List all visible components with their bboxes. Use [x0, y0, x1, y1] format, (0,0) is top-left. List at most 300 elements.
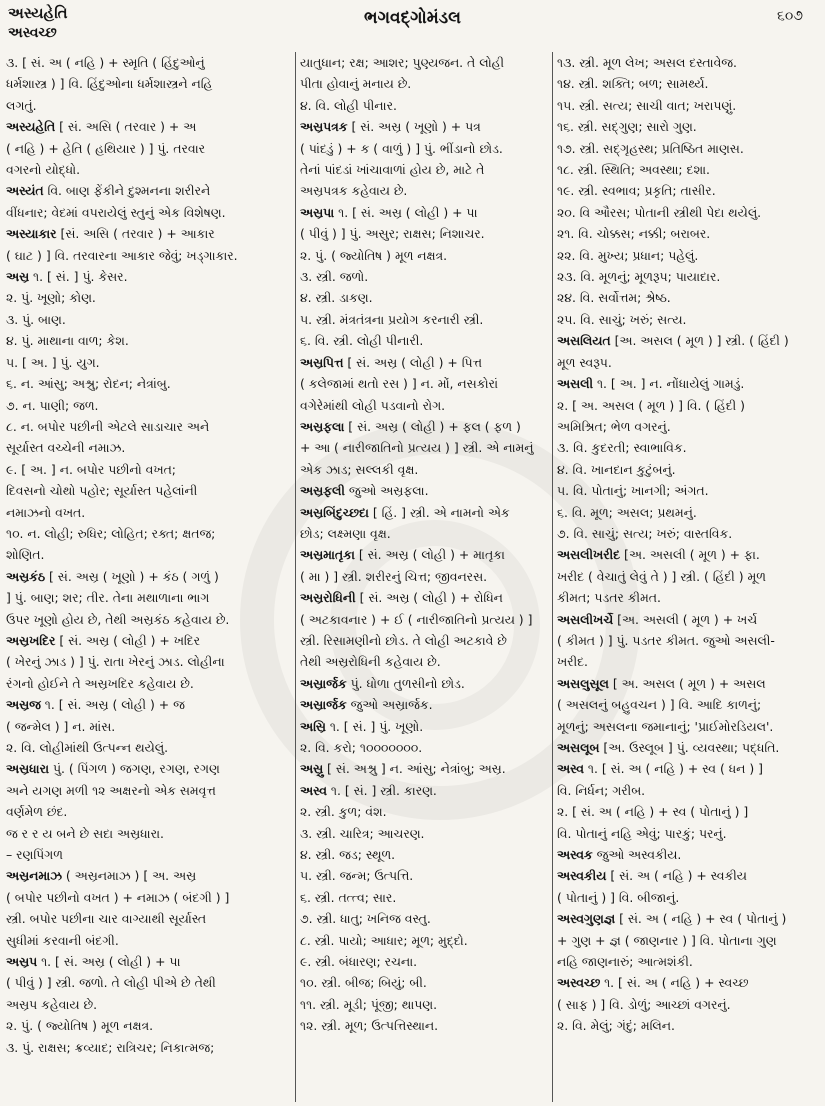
column-divider: [552, 52, 553, 1102]
definition-text: અમિશ્રિત; ભેળ વગરનું.: [557, 418, 671, 434]
entry-text-line: [6, 52, 292, 73]
definition-text: ( બપોર પછીનો વખત ) + નમાઝ ( બંદગી ) ]: [6, 889, 230, 905]
definition-text: ૯. સ્ત્રી. બંધારણ; રચના.: [300, 954, 418, 970]
entry-headword-line: [6, 266, 292, 287]
definition-text: [ હિં. ] સ્ત્રી. એ નામનો એક: [368, 504, 510, 520]
definition-text: ૧૩. સ્ત્રી. મૂળ લેખ; અસલ દસ્તાવેજ.: [557, 55, 737, 70]
definition-text: ૨૦. વિ ઔરસ; પોતાની સ્ત્રીથી પેદા થયેલું.: [557, 204, 762, 220]
guide-word-first: અસ્યહેતિ: [8, 4, 68, 22]
definition-text: ૨. વિ. કરો; ૧૦૦૦૦૦૦૦.: [300, 740, 423, 755]
entry-text-line: [300, 737, 550, 758]
definition-text: ૧૮. સ્ત્રી. સ્થિતિ; અવસ્થા; દશા.: [557, 162, 710, 178]
definition-text: ૮. ન. બપોર પછીની એટલે સાડાચાર અને: [6, 418, 210, 434]
entry-text-line: [6, 716, 292, 737]
entry-text-line: [300, 223, 550, 244]
entry-text-line: [557, 309, 819, 330]
entry-text-line: [300, 1015, 550, 1036]
entry-text-line: [300, 908, 550, 929]
definition-text: [ સં. અસ્ર ( લોહી ) + ફલ ( ફળ ): [344, 418, 521, 434]
headword: અસ્રપત્રક: [300, 119, 348, 135]
definition-text: ૪. વિ. લોહી પીનાર.: [300, 97, 397, 113]
entry-text-line: [6, 908, 292, 929]
definition-text: ૩. સ્ત્રી. જળો.: [300, 269, 369, 285]
definition-text: ૯. [ અ. ] ન. બપોર પછીનો વખત;: [6, 461, 176, 477]
guide-word-last: અસ્વચ્છ: [8, 25, 57, 41]
definition-text: ૧૨. સ્ત્રી. મૂળ; ઉત્પત્તિસ્થાન.: [300, 1018, 439, 1034]
definition-text: જુઓ અસ્વકીય.: [592, 847, 682, 863]
entry-text-line: [300, 523, 550, 544]
definition-text: ૭. ન. પાણી; જળ.: [6, 397, 99, 413]
entry-text-line: [557, 116, 819, 137]
headword: અસ્રફલી: [300, 483, 345, 499]
entry-text-line: [6, 544, 292, 565]
entry-text-line: [557, 437, 819, 458]
entry-text-line: [300, 844, 550, 865]
entry-text-line: [557, 651, 819, 672]
definition-text: અને યગણ મળી ૧૨ અક્ષરનો એક સમવૃત્ત: [6, 782, 216, 798]
entry-text-line: [557, 694, 819, 715]
entry-text-line: [557, 202, 819, 223]
entry-text-line: [557, 459, 819, 480]
column-divider: [295, 52, 296, 1102]
definition-text: ૨. પું. ( જ્યોતિષ ) મૂળ નક્ષત્ર.: [6, 1018, 154, 1034]
entry-text-line: [6, 95, 292, 116]
definition-text: ખરીદ ( વેચાતું લેવું તે ) ] સ્ત્રી. ( હિંદી ) મૂળ: [557, 568, 766, 584]
entry-text-line: [6, 202, 292, 223]
entry-text-line: [6, 309, 292, 330]
entry-text-line: [557, 245, 819, 266]
entry-headword-line: [300, 716, 550, 737]
entry-headword-line: [300, 416, 550, 437]
headword: અસ્રપ: [6, 954, 38, 970]
definition-text: ૬. ન. આંસુ; અશ્રુ; રોદન; નેત્રાંબુ.: [6, 376, 171, 392]
definition-text: ૧૦. સ્ત્રી. બીજ; બિયું; બી.: [300, 975, 427, 991]
entry-text-line: [300, 180, 550, 201]
definition-text: ૩. [ સં. અ ( નહિ ) + સ્મૃતિ ( હિંદુઓનું: [6, 55, 205, 70]
definition-text: ( કીમત ) ] પું. પડતર કીમત. જુઓ અસલી-: [557, 632, 775, 648]
entry-text-line: [6, 1015, 292, 1036]
definition-text: ( પાંદડું ) + ક ( વાળું ) ] પું. ભીંડાનો છોડ.: [300, 140, 503, 156]
definition-text: ૧. [ સં. અ ( નહિ ) + સ્વ ( ધન ) ]: [583, 761, 763, 777]
definition-text: ૨૪. વિ. સર્વોત્તમ; શ્રેષ્ઠ.: [557, 290, 671, 306]
entry-text-line: [300, 73, 550, 94]
definition-text: વિ. નિર્ધન; ગરીબ.: [557, 782, 646, 798]
definition-text: ૨૫. વિ. સાચું; ખરું; સત્ય.: [557, 311, 687, 327]
definition-text: શોણિત.: [6, 547, 45, 563]
definition-text: [ સં. અસ્ર ( લોહી ) + રોધિન: [355, 590, 503, 606]
entry-text-line: [6, 737, 292, 758]
definition-text: લગતું.: [6, 97, 37, 113]
entry-text-line: [557, 223, 819, 244]
definition-text: ( નહિ ) + હેતિ ( હથિયાર ) ] પું. તરવાર: [6, 140, 206, 156]
definition-text: ૨. વિ. લોહીમાંથી ઉત્પન્ન થયેલું.: [6, 740, 169, 755]
definition-text: ૬. વિ. સ્ત્રી. લોહી પીનારી.: [300, 333, 424, 349]
definition-text: + ગુણ + જ્ઞ ( જાણનાર ) ] વિ. પોતાના ગુણ: [557, 932, 777, 948]
definition-text: [અ. અસલ ( મૂળ ) ] સ્ત્રી. ( હિંદી ): [610, 333, 789, 349]
page-header: [0, 0, 825, 48]
definition-text: ૪. વિ. ખાનદાન કુટુંબનું.: [557, 461, 676, 477]
definition-text: વર્ણમેળ છંદ.: [6, 804, 68, 820]
entry-text-line: [300, 395, 550, 416]
entry-text-line: [557, 395, 819, 416]
definition-text: ૩. પું. રાક્ષસ; ક્રવ્યાદ; રાત્રિચર; નિકાત્મજ;: [6, 1039, 215, 1055]
entry-text-line: [557, 159, 819, 180]
entry-text-line: [6, 1037, 292, 1058]
definition-text: સ્ત્રી. રિસામણીનો છોડ. તે લોહી અટકાવે છે: [300, 632, 507, 648]
definition-text: ૩. પું. બાણ.: [6, 311, 66, 327]
entry-text-line: [300, 823, 550, 844]
definition-text: મૂળ સ્વરૂપ.: [557, 354, 612, 370]
definition-text: વગરનો યોદ્ધો.: [6, 162, 81, 178]
headword: અસ્વ: [300, 782, 327, 798]
headword: અસ્રુ: [300, 761, 324, 777]
definition-text: [ સં. અ ( નહિ ) + સ્વકીય: [606, 868, 747, 884]
entry-text-line: [300, 609, 550, 630]
entry-text-line: [300, 930, 550, 951]
column-1: [6, 52, 292, 1102]
entry-text-line: [557, 887, 819, 908]
definition-text: ૧૫. સ્ત્રી. સત્ય; સાચી વાત; ખરાપણું.: [557, 97, 737, 113]
entry-text-line: [6, 352, 292, 373]
entry-headword-line: [300, 587, 550, 608]
entry-text-line: [557, 480, 819, 501]
definition-text: ( જન્મેલ ) ] ન. માંસ.: [6, 718, 116, 734]
definition-text: અસ્રપત્રક કહેવાય છે.: [300, 183, 408, 199]
definition-text: ૧. [ સં. ] સ્ત્રી. કારણ.: [326, 782, 437, 798]
entry-text-line: [300, 52, 550, 73]
entry-text-line: [557, 523, 819, 544]
definition-text: ( અસ્રનમાઝ ) [ અ. અસ્ર: [61, 868, 197, 884]
definition-text: ૨. સ્ત્રી. કુળ; વંશ.: [300, 804, 387, 820]
entry-headword-line: [6, 223, 292, 244]
definition-text: મૂળનું; અસલના જમાનાનું; 'પ્રાઈમોરડિયલ'.: [557, 718, 774, 734]
definition-text: [સં. અસિ ( તરવાર ) + આકાર: [56, 226, 215, 242]
entry-text-line: [300, 951, 550, 972]
definition-text: સૂર્યાસ્ત વચ્ચેની નમાઝ.: [6, 440, 126, 456]
definition-text: ૧૬. સ્ત્રી. સદ્ગુણ; સારો ગુણ.: [557, 119, 697, 135]
definition-text: ૧૭. સ્ત્રી. સદ્ગૃહસ્થ; પ્રતિષ્ઠિત માણસ.: [557, 140, 744, 156]
entry-text-line: [557, 266, 819, 287]
definition-text: ( પીવું ) ] સ્ત્રી. જળો. તે લોહી પીએ છે તેથી: [6, 975, 216, 991]
headword: અસ્રરોધિની: [300, 590, 356, 606]
definition-text: યાતુધાન; રક્ષ; આશર; પુણ્યજન. તે લોહી: [300, 55, 505, 70]
entry-text-line: [300, 138, 550, 159]
headword: અસ્ર: [6, 269, 30, 285]
entry-headword-line: [6, 630, 292, 651]
definition-text: ૨. પું. ( જ્યોતિષ ) મૂળ નક્ષત્ર.: [300, 247, 448, 263]
entry-text-line: [6, 972, 292, 993]
entry-text-line: [6, 437, 292, 458]
entry-text-line: [557, 52, 819, 73]
entry-headword-line: [300, 502, 550, 523]
entry-text-line: [300, 287, 550, 308]
entry-text-line: [557, 1015, 819, 1036]
definition-text: [અ. ઉસ્લૂબ ] પું. વ્યવસ્થા; પદ્ધતિ.: [599, 740, 780, 755]
entry-headword-line: [557, 758, 819, 779]
entry-headword-line: [557, 844, 819, 865]
entry-text-line: [6, 287, 292, 308]
entry-text-line: [300, 801, 550, 822]
definition-text: ( અટકાવનાર ) + ઈ ( નારીજાતિનો પ્રત્યય ) ]: [300, 611, 533, 627]
definition-text: ધર્મશાસ્ત્ર ) ] વિ. હિંદુઓના ધર્મશાસ્ત્રને નહિ: [6, 76, 213, 92]
entry-headword-line: [300, 116, 550, 137]
entry-headword-line: [557, 737, 819, 758]
entry-headword-line: [6, 180, 292, 201]
definition-text: છોડ; લક્ષ્મણા વૃક્ષ.: [300, 525, 391, 541]
entry-headword-line: [557, 908, 819, 929]
headword: અસલૂબ: [557, 740, 600, 755]
entry-text-line: [6, 523, 292, 544]
definition-text: ૬. વિ. મૂળ; અસલ; પ્રથમનું.: [557, 504, 697, 520]
definition-text: ૫. સ્ત્રી. જન્મ; ઉત્પત્તિ.: [300, 868, 414, 884]
definition-text: ૧. [ અ. ] ન. નોંધાયેલું ગામડું.: [593, 376, 745, 392]
definition-text: [ સં. અ ( નહિ ) + સ્વ ( પોતાનું ): [615, 911, 787, 927]
definition-text: ( ઘાટ ) ] વિ. તરવારના આકાર જેવું; ખડ્ગાકાર.: [6, 247, 238, 263]
definition-text: પું. ધોળા તુળસીનો છોડ.: [346, 675, 465, 691]
entry-headword-line: [557, 609, 819, 630]
definition-text: ૭. સ્ત્રી. ધાતુ; ખનિજ વસ્તુ.: [300, 911, 431, 927]
definition-text: ૩. સ્ત્રી. ચારિત્ર; આચરણ.: [300, 825, 425, 841]
headword: અસ્વગુણજ્ઞ: [557, 911, 616, 927]
definition-text: ૧. [ સં. ] પું. ખૂણો.: [325, 718, 424, 734]
entry-text-line: [6, 780, 292, 801]
entry-text-line: [557, 801, 819, 822]
entry-text-line: [6, 480, 292, 501]
definition-text: ઉપર ખૂણો હોય છે, તેથી અસ્રકંઠ કહેવાય છે.: [6, 611, 230, 627]
definition-text: ૨. વિ. મેલું; ગંદું; મલિન.: [557, 1018, 675, 1034]
entry-headword-line: [300, 694, 550, 715]
headword: અસ્રાર્જક: [300, 675, 347, 691]
definition-text: ૪. સ્ત્રી. ડાકણ.: [300, 290, 373, 306]
definition-text: ૨૨. વિ. મુખ્ય; પ્રધાન; પહેલું.: [557, 247, 699, 263]
entry-text-line: [557, 287, 819, 308]
definition-text: ] પું. બાણ; શર; તીર. તેના મથાળાના ભાગ: [6, 590, 210, 606]
entry-headword-line: [6, 694, 292, 715]
entry-text-line: [557, 951, 819, 972]
definition-text: વીંધનાર; વેદમાં વપરાયેલું સ્તુનું એક વિશેષણ.: [6, 204, 226, 220]
definition-text: ૧. [ સં. અસ્ર ( લોહી ) + પા: [37, 954, 181, 970]
entry-headword-line: [557, 330, 819, 351]
definition-text: જુઓ અસ્રાર્જક.: [346, 697, 433, 713]
headword: અસ્રિ: [300, 718, 326, 734]
definition-text: [ સં. અસ્ર ( ખૂણો ) + કંઠ ( ગળું ): [45, 568, 219, 584]
definition-text: ૫. સ્ત્રી. મંત્રતંત્રના પ્રયોગ કરનારી સ્ત્રી.: [300, 311, 484, 327]
definition-text: ૪. સ્ત્રી. જડ; સ્થૂળ.: [300, 847, 396, 863]
entry-headword-line: [300, 780, 550, 801]
headword: અસ્વકીય: [557, 868, 607, 884]
definition-text: સુધીમાં કરવાની બંદગી.: [6, 932, 119, 948]
definition-text: ૧૦. ન. લોહી; રુધિર; લોહિત; રક્ત; ક્ષતજ;: [6, 525, 216, 541]
definition-text: વગેરેમાંથી લોહી પડવાનો રોગ.: [300, 397, 446, 413]
definition-text: ( પોતાનું ) ] વિ. બીજાનું.: [557, 889, 680, 905]
headword: અસલિયત: [557, 333, 611, 349]
definition-text: ૧૧. સ્ત્રી. મૂડી; પૂંજી; થાપણ.: [300, 996, 438, 1012]
entry-text-line: [557, 630, 819, 651]
headword: અસ્રખદિર: [6, 632, 56, 648]
entry-text-line: [6, 138, 292, 159]
definition-text: ૨. [ અ. અસલ ( મૂળ ) ] વિ. ( હિંદી ): [557, 397, 745, 413]
definition-text: ૧૪. સ્ત્રી. શક્તિ; બળ; સામર્થ્ય.: [557, 76, 709, 92]
entry-headword-line: [557, 972, 819, 993]
definition-text: ( ખેરનું ઝાડ ) ] પું. રાતા ખેરનું ઝાડ. લોહીના: [6, 654, 225, 670]
headword: અસ્રાર્જક: [300, 697, 347, 713]
definition-text: ૫. વિ. પોતાનું; ખાનગી; અંગત.: [557, 483, 709, 499]
entry-text-line: [6, 587, 292, 608]
entry-text-line: [300, 887, 550, 908]
definition-text: દિવસનો ચોથો પહોર; સૂર્યાસ્ત પહેલાંની: [6, 483, 198, 499]
entry-text-line: [557, 73, 819, 94]
entry-text-line: [300, 437, 550, 458]
definition-text: ૧૯. સ્ત્રી. સ્વભાવ; પ્રકૃતિ; તાસીર.: [557, 183, 716, 199]
entry-text-line: [557, 352, 819, 373]
headword: અસ્રનમાઝ: [6, 868, 62, 884]
definition-text: પું. ( પિંગળ ) જગણ, રગણ, રગણ: [49, 761, 220, 777]
entry-text-line: [300, 865, 550, 886]
headword: અસલીખરીદ: [557, 547, 621, 563]
entry-text-line: [300, 309, 550, 330]
entry-text-line: [557, 716, 819, 737]
definition-text: નમાઝનો વખત.: [6, 504, 86, 520]
headword: અસ્રમાતૃકા: [300, 547, 355, 563]
entry-text-line: [6, 416, 292, 437]
headword: અસલી: [557, 376, 594, 392]
definition-text: ૨. [ સં. અ ( નહિ ) + સ્વ ( પોતાનું ) ]: [557, 804, 749, 820]
entry-text-line: [300, 651, 550, 672]
headword: અસ્રધારા: [6, 761, 50, 777]
definition-text: ૧. [ સં. અ ( નહિ ) + સ્વચ્છ: [600, 975, 749, 991]
definition-text: તેથી અસ્રરોધિની કહેવાય છે.: [300, 654, 441, 670]
definition-text: [ સં. અસિ ( તરવાર ) + અ: [55, 119, 197, 135]
headword: અસ્યહેતિ: [6, 119, 56, 135]
entry-text-line: [6, 245, 292, 266]
entry-text-line: [6, 801, 292, 822]
headword: અસલીખર્ચે: [557, 611, 614, 627]
headword: અસ્રપા: [300, 204, 335, 220]
headword: અસ્વ: [557, 761, 584, 777]
entry-text-line: [6, 459, 292, 480]
definition-text: ખરીદ.: [557, 654, 588, 670]
definition-text: ( સાફ ) ] વિ. ડોળું; આચ્છાં વગરનું.: [557, 996, 731, 1012]
page-number: ૬૦૭: [777, 8, 803, 24]
definition-text: ( કલેજામાં થતો રસ ) ] ન. મોં, નસકોરાં: [300, 376, 498, 392]
definition-text: [ અ. અસલ ( મૂળ ) + અસલ: [608, 675, 766, 691]
entry-headword-line: [557, 544, 819, 565]
entry-headword-line: [300, 352, 550, 373]
definition-text: ૨૩. વિ. મૂળનું; મૂળરૂપ; પાયાદાર.: [557, 269, 721, 285]
definition-text: જ ર ર ય બને છે સદા અસ્રધારા.: [6, 825, 164, 841]
entry-text-line: [6, 994, 292, 1015]
entry-text-line: [557, 566, 819, 587]
headword: અસલુસૂલ: [557, 675, 609, 691]
entry-text-line: [300, 373, 550, 394]
entry-text-line: [557, 95, 819, 116]
headword: અસ્વક: [557, 847, 593, 863]
entry-headword-line: [300, 758, 550, 779]
definition-text: નહિ જાણનારું; આત્મશંકી.: [557, 954, 693, 970]
entry-headword-line: [557, 673, 819, 694]
definition-text: ૧. [ સં. ] પું. કેસર.: [29, 269, 128, 285]
entry-text-line: [300, 566, 550, 587]
entry-text-line: [6, 159, 292, 180]
headword: અસ્વચ્છ: [557, 975, 601, 991]
definition-text: એક ઝાડ; સલ્લકી વૃક્ષ.: [300, 461, 419, 477]
definition-text: પીતા હોવાનું મનાય છે.: [300, 76, 412, 92]
headword: અસ્રફલા: [300, 418, 345, 434]
entry-text-line: [6, 609, 292, 630]
definition-text: [ સં. અસ્ર ( લોહી ) + પિત્ત: [343, 354, 483, 370]
definition-text: [ સં. અશ્રુ ] ન. આંસુ; નેત્રાંબુ; અસ્ર.: [323, 761, 506, 777]
entry-text-line: [557, 416, 819, 437]
entry-text-line: [6, 673, 292, 694]
entry-text-line: [6, 887, 292, 908]
definition-text: [અ. અસલી ( મૂળ ) + ફા.: [620, 547, 760, 563]
entry-text-line: [300, 159, 550, 180]
entry-text-line: [6, 844, 292, 865]
entry-headword-line: [6, 566, 292, 587]
definition-text: વિ. બાણ ફેંકીને દુશ્મનના શરીરને: [43, 183, 211, 199]
column-3: [557, 52, 819, 1102]
entry-text-line: [557, 138, 819, 159]
entry-headword-line: [6, 116, 292, 137]
definition-text: કીમત; પડતર કીમત.: [557, 590, 661, 606]
headword: અસ્રજ: [6, 697, 41, 713]
entry-headword-line: [6, 865, 292, 886]
entry-text-line: [300, 266, 550, 287]
page-title: ભગવદ્ગોમંડલ: [364, 8, 461, 28]
entry-headword-line: [557, 865, 819, 886]
entry-headword-line: [6, 758, 292, 779]
entry-headword-line: [300, 480, 550, 501]
entry-text-line: [6, 930, 292, 951]
definition-text: [ સં. અસ્ર ( લોહી ) + માતૃકા: [354, 547, 505, 563]
column-2: [300, 52, 550, 1102]
definition-text: ૭. વિ. સાચું; સત્ય; ખરું; વાસ્તવિક.: [557, 525, 733, 541]
entry-text-line: [6, 373, 292, 394]
entry-text-line: [6, 502, 292, 523]
definition-text: જુઓ અસ્રફલા.: [344, 483, 429, 499]
entry-headword-line: [300, 202, 550, 223]
headword: અસ્રપિત્ત: [300, 354, 344, 370]
definition-text: ૪. પું. માથાના વાળ; કેશ.: [6, 333, 129, 349]
entry-text-line: [300, 994, 550, 1015]
definition-text: ( મા ) ] સ્ત્રી. શરીરનું ચિત્ત; જીવનરસ.: [300, 568, 488, 584]
entry-text-line: [6, 73, 292, 94]
definition-text: ૨૧. વિ. ચોક્કસ; નક્કી; બરાબર.: [557, 226, 711, 242]
entry-text-line: [557, 994, 819, 1015]
entry-text-line: [557, 587, 819, 608]
definition-text: વિ. પોતાનું નહિ એવું; પારકું; પરનું.: [557, 825, 727, 841]
headword: અસ્રકંઠ: [6, 568, 46, 584]
headword: અસ્રબિંદુચ્છદા: [300, 504, 369, 520]
definition-text: તેનાં પાંદડાં ખાંચાવાળાં હોય છે, માટે તે: [300, 162, 485, 178]
entry-text-line: [300, 972, 550, 993]
headword: અસ્યાકાર: [6, 226, 57, 242]
definition-text: – રણપિંગળ: [6, 847, 63, 863]
definition-text: ૫. [ અ. ] પું. યુગ.: [6, 354, 100, 370]
entry-text-line: [6, 395, 292, 416]
headword: અસ્યંત: [6, 183, 44, 199]
entry-text-line: [300, 245, 550, 266]
definition-text: સ્ત્રી. બપોર પછીના ચાર વાગ્યાથી સૂર્યાસ્ત: [6, 911, 207, 927]
entry-headword-line: [557, 373, 819, 394]
entry-text-line: [557, 823, 819, 844]
entry-text-line: [557, 780, 819, 801]
entry-text-line: [300, 459, 550, 480]
entry-text-line: [557, 180, 819, 201]
definition-text: ૬. સ્ત્રી. તત્ત્વ; સાર.: [300, 889, 397, 905]
entry-text-line: [300, 95, 550, 116]
definition-text: ૮. સ્ત્રી. પાયો; આધાર; મૂળ; મુદ્દો.: [300, 932, 468, 948]
